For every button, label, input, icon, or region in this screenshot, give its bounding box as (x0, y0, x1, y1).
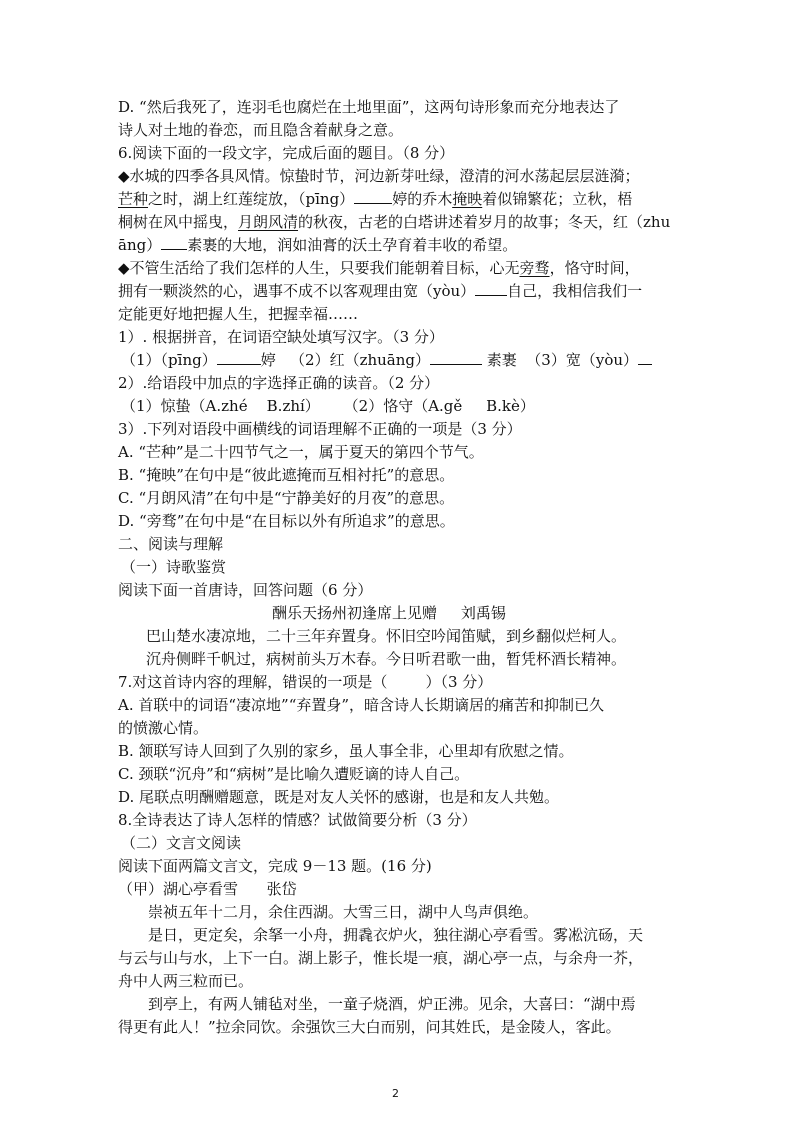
text-span: 着似锦繁花；立秋，梧 (482, 190, 633, 208)
option-a: A. “芒种”是二十四节气之一，属于夏天的第四个节气。 (118, 443, 484, 461)
option-a: A. 首联中的词语“凄凉地”“弃置身”，暗含诗人长期谪居的痛苦和抑制已久 (118, 696, 605, 714)
question-line: 2）.给语段中加点的字选择正确的读音。（2 分） (118, 374, 440, 392)
question-line: （1）惊蛰（A.zhé B.zhí） （2）恪守（A.gě B.kè） (121, 397, 535, 415)
underlined-word: 旁骛 (519, 259, 550, 277)
answer-blank[interactable] (430, 350, 482, 365)
text-line: 诗人对土地的眷恋，而且隐含着献身之意。 (118, 121, 404, 139)
option-c: C. “月朗风清”在句中是“宁静美好的月夜”的意思。 (118, 489, 455, 507)
question-6-heading: 6.阅读下面的一段文字，完成后面的题目。（8 分） (118, 144, 455, 162)
text-span: ，恪守时间， (549, 259, 640, 277)
option-b: B. 颔联写诗人回到了久别的家乡，虽人事全非，心里却有欣慰之情。 (118, 742, 574, 760)
answer-blank[interactable] (475, 281, 507, 296)
passage-title: （甲）湖心亭看雪 张岱 (118, 880, 297, 898)
text-span: 婷的乔木 (392, 190, 453, 208)
text-span: 婷 （2）红（zhuāng） (260, 351, 430, 369)
text-span: （1）（pīng） (121, 351, 217, 369)
question-line: 1）. 根据拼音，在词语空缺处填写汉字。（3 分） (118, 328, 444, 346)
text-span: 拥有一颗淡然的心，遇事不成不以客观理由宽（yòu） (118, 282, 476, 300)
text-line (118, 280, 642, 302)
text-span: āng） (118, 236, 162, 254)
passage-line: 到亭上，有两人铺毡对坐，一童子烧酒，炉正沸。见余，大喜曰：“湖中焉 (148, 995, 636, 1013)
subsection-heading: （一）诗歌鉴赏 (121, 558, 227, 576)
option-c: C. 颈联“沉舟”和“病树”是比喻久遭贬谪的诗人自己。 (118, 765, 470, 783)
text-line: 的愤激心情。 (118, 719, 209, 737)
poem-line: 巴山楚水凄凉地，二十三年弃置身。怀旧空吟闻笛赋，到乡翻似烂柯人。 (146, 627, 627, 645)
underlined-word: 月朗风清 (238, 213, 299, 231)
underlined-word: 掩映 (452, 190, 483, 208)
text-line (118, 211, 670, 233)
text-span: 自己，我相信我们一 (507, 282, 643, 300)
text-line (118, 234, 517, 256)
passage-line: 与云与山与水，上下一白。湖上影子，惟长堤一痕，湖心亭一点，与余舟一芥， (118, 949, 644, 967)
text-span: 素裹的大地，润如油膏的沃土孕育着丰收的希望。 (187, 236, 518, 254)
answer-blank[interactable] (638, 350, 652, 365)
text-span: ◆不管生活给了我们怎样的人生，只要我们能朝着目标，心无 (118, 259, 520, 277)
passage-line: 得更有此人！”拉余同饮。余强饮三大白而别，问其姓氏，是金陵人，客此。 (118, 1018, 621, 1036)
text-line: ◆水城的四季各具风情。惊蛰时节，河边新芽吐绿，澄清的河水荡起层层涟漪； (118, 167, 640, 185)
text-line: 阅读下面一首唐诗，回答问题（6 分） (118, 581, 373, 599)
option-d: D. “旁骛”在句中是“在目标以外有所追求”的意思。 (118, 512, 455, 530)
page-number: 2 (392, 1087, 399, 1100)
text-line (118, 188, 632, 210)
text-line: D. “然后我死了，连羽毛也腐烂在土地里面”，这两句诗形象而充分地表达了 (118, 98, 620, 116)
poem-line: 沉舟侧畔千帆过，病树前头万木春。今日听君歌一曲，暂凭杯酒长精神。 (146, 650, 627, 668)
passage-line: 舟中人两三粒而已。 (118, 972, 254, 990)
question-line: 8.全诗表达了诗人怎样的情感？试做简要分析（3 分） (118, 811, 477, 829)
poem-title: 酬乐天扬州初逢席上见赠 刘禹锡 (272, 604, 506, 622)
section-heading: 二、阅读与理解 (118, 535, 224, 553)
question-line (121, 349, 652, 371)
text-line: 定能更好地把握人生，把握幸福…… (118, 305, 359, 323)
underlined-word: 芒种 (118, 190, 149, 208)
text-line: 阅读下面两篇文言文，完成 9－13 题。(16 分) (118, 857, 432, 875)
answer-blank[interactable] (217, 350, 261, 365)
text-span: 之时，湖上红莲绽放，（pīng） (148, 190, 355, 208)
question-line: 3）.下列对语段中画横线的词语理解不正确的一项是（3 分） (118, 420, 522, 438)
text-span: 素裹 （3）宽（yòu） (482, 351, 639, 369)
option-d: D. 尾联点明酬赠题意，既是对友人关怀的感谢，也是和友人共勉。 (118, 788, 560, 806)
passage-line: 崇祯五年十二月，余住西湖。大雪三日，湖中人鸟声俱绝。 (148, 903, 539, 921)
text-span: 桐树在风中摇曳， (118, 213, 239, 231)
subsection-heading: （二）文言文阅读 (121, 834, 242, 852)
option-b: B. “掩映”在句中是“彼此遮掩而互相衬托”的意思。 (118, 466, 455, 484)
answer-blank[interactable] (354, 189, 392, 204)
text-line (118, 257, 640, 279)
answer-blank[interactable] (161, 235, 187, 250)
question-line: 7.对这首诗内容的理解，错误的一项是（ ）（3 分） (118, 673, 493, 691)
text-span: 的秋夜，古老的白塔讲述着岁月的故事；冬天，红（zhu (298, 213, 671, 231)
passage-line: 是日，更定矣，余拏一小舟，拥毳衣炉火，独往湖心亭看雪。雾凇沆砀，天 (148, 926, 644, 944)
